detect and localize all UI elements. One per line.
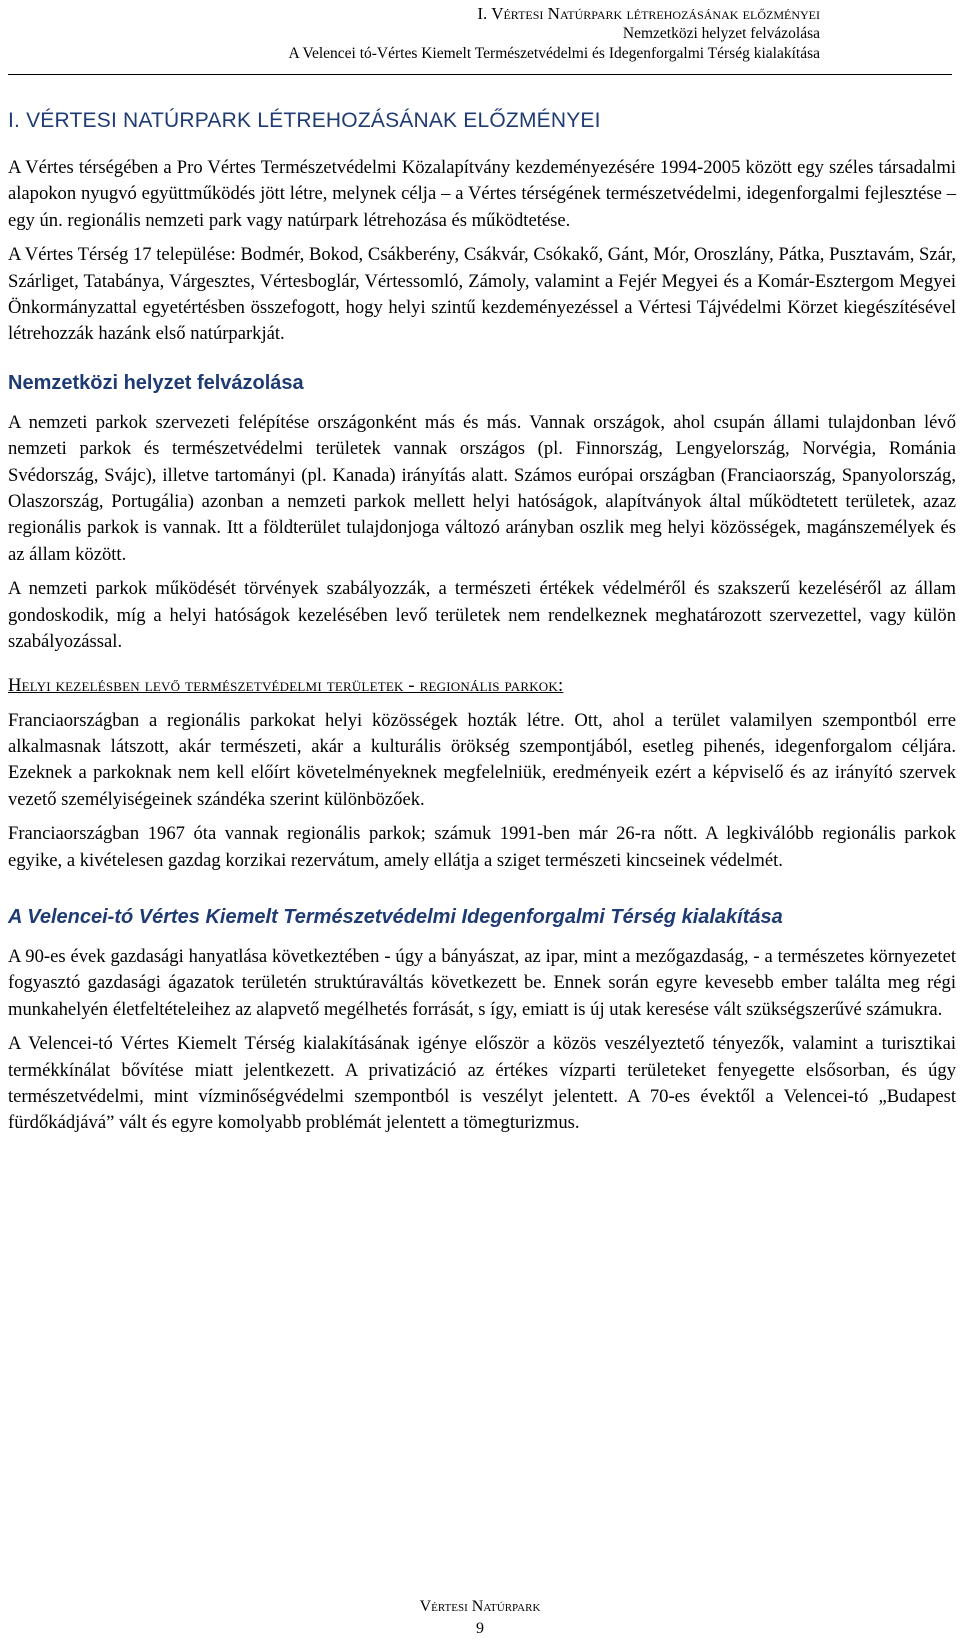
running-header-chapter: I. Vértesi Natúrpark létrehozásának előzményei [477, 4, 820, 23]
section2-paragraph-2: A Velencei-tó Vértes Kiemelt Térség kialakításának igénye először a közös veszélyeztető tényezők, valamint a turisztikai termékkínálat bővítése miatt jelentkezett. A privatizáció az értékes vízparti területeket fenyegette elsősorban, és úgy természetvédelmi, mint vízminőségvédelmi szempontból is veszélyt jelentett. A 70-es évektől a Velencei-tó „Budapest fürdőkádjává” vált és egyre komolyabb problémát jelentett a tömegturizmus. [8, 1033, 956, 1134]
intro-paragraph-2: A Vértes Térség 17 települése: Bodmér, Bokod, Csákberény, Csákvár, Csókakő, Gánt, Mór, Oroszlány, Pátka, Pusztavám, Szár, Szárliget, Tatabánya, Várgesztes, Vértesboglár, Vértessomló, Zámoly, valamint a Fejér Megyei és a Komár-Esztergom Megyei Önkormányzattal egyetértésben összefogott, hogy helyi szintű kezdeményezéssel a Vértesi Tájvédelmi Körzet kiegészítésével létrehozzák hazánk első natúrparkját. [8, 244, 956, 345]
running-header-section2: A Velencei tó-Vértes Kiemelt Természetvédelmi és Idegenforgalmi Térség kialakítása [288, 45, 820, 62]
subsection-paragraph-1: Franciaországban a regionális parkokat helyi közösségek hozták létre. Ott, ahol a terület valamilyen szempontból erre alkalmasnak látszott, akár természeti, akár a kulturális örökség szempontjából, esetleg pihenés, idegenforgalom céljára. Ezeknek a parkoknak nem kell előírt követelményeknek megfelelniük, eredményeik ezért a képviselő és az irányító szervek vezető személyiségeinek szándéka szerint különbözőek. [8, 709, 956, 810]
section1-paragraph-1: A nemzeti parkok szervezeti felépítése országonként más és más. Vannak országok, ahol csupán állami tulajdonban lévő nemzeti parkok és természetvédelmi területek vannak országos (pl. Finnország, Lengyelország, Norvégia, Románia Svédország, Svájc), illetve tartományi (pl. Kanada) irányítás alatt. Számos európai országban (Franciaország, Spanyolország, Olaszország, Portugália) azonban a nemzeti parkok mellett helyi hatóságok, alapítványok által működtetett területek, azaz regionális parkok is vannak. Itt a földterület tulajdonjoga változó arányban oszlik meg helyi közösségek, magánszemélyek és az állam között. [8, 411, 956, 565]
page-number: 9 [476, 1620, 484, 1637]
section2-paragraph-1: A 90-es évek gazdasági hanyatlása következtében - úgy a bányászat, az ipar, mint a mezőgazdaság, - a természetes környezetet fogyasztó gazdasági ágazatok területén struktúraváltás következett be. Ennek során egyre kevesebb ember találta meg régi munkahelyén életfeltételeihez az alapvető megélhetés forrását, s így, emiatt is új utak keresése vált szükségszerűvé számukra. [8, 945, 956, 1020]
section-heading-velence: A Velencei-tó Vértes Kiemelt Természetvédelmi Idegenforgalmi Térség kialakítása [8, 905, 783, 928]
running-header-section1: Nemzetközi helyzet felvázolása [622, 25, 820, 42]
running-header [289, 4, 820, 64]
subsection-paragraph-2: Franciaországban 1967 óta vannak regionális parkok; számuk 1991-ben már 26-ra nőtt. A legkiválóbb regionális parkok egyike, a kivételesen gazdag korzikai rezervátum, amely ellátja a sziget természeti kincseinek védelmét. [8, 823, 956, 871]
page-footer [0, 1596, 960, 1640]
header-divider [8, 74, 952, 75]
intro-paragraph-1: A Vértes térségében a Pro Vértes Természetvédelmi Közalapítvány kezdeményezésére 1994-2005 között egy széles társadalmi alapokon nyugvó együttműködés jött létre, melynek célja – a Vértes térségének természetvédelmi, idegenforgalmi fejlesztése – egy ún. regionális nemzeti park vagy natúrpark létrehozása és működtetése. [8, 157, 956, 231]
main-content [8, 108, 956, 1145]
chapter-title: I. VÉRTESI NATÚRPARK LÉTREHOZÁSÁNAK ELŐZMÉNYEI [8, 109, 601, 132]
section-heading-international: Nemzetközi helyzet felvázolása [8, 371, 304, 394]
section1-paragraph-2: A nemzeti parkok működését törvények szabályozzák, a természeti értékek védelméről és szakszerű kezeléséről az állam gondoskodik, míg a helyi hatóságok kezelésében levő területek nem rendelkeznek meghatározott szervezettel, vagy külön szabályozással. [8, 578, 956, 653]
footer-publication-name: Vértesi Natúrpark [419, 1598, 541, 1615]
subheading-regional-parks: Helyi kezelésben levő természetvédelmi területek - regionális parkok: [8, 674, 564, 696]
